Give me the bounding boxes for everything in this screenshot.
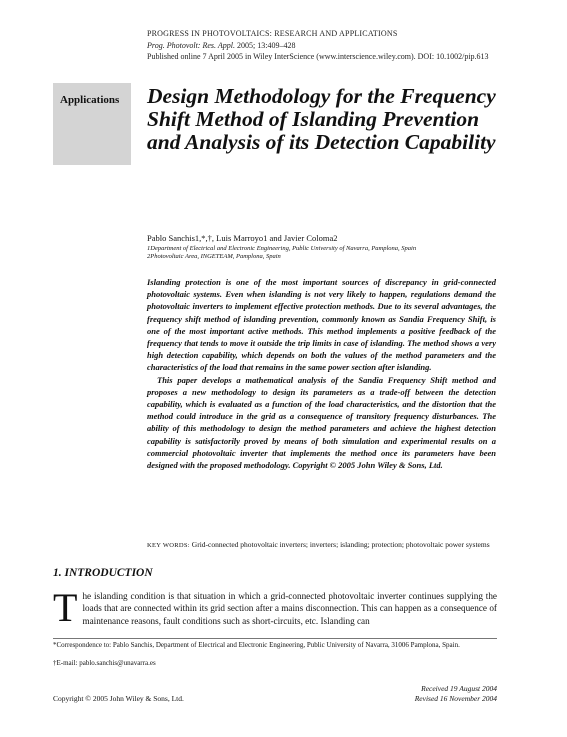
copyright: Copyright © 2005 John Wiley & Sons, Ltd.	[53, 694, 184, 703]
keywords-text: Grid-connected photovoltaic inverters; inverters; islanding; protection; photovoltaic power systems	[191, 540, 490, 549]
keywords-label: KEY WORDS:	[147, 542, 190, 549]
abstract	[147, 276, 496, 471]
email-footnote: †E-mail: pablo.sanchis@unavarra.es	[53, 659, 156, 667]
introduction-heading: 1. INTRODUCTION	[53, 567, 153, 579]
citation-journal: Prog. Photovolt: Res. Appl.	[147, 41, 235, 50]
introduction-text	[53, 585, 497, 630]
drop-cap: T	[53, 585, 78, 630]
revised-date: Revised 16 November 2004	[414, 694, 497, 703]
journal-name: PROGRESS IN PHOTOVOLTAICS: RESEARCH AND APPLICATIONS	[147, 29, 398, 38]
abstract-paragraph-1: Islanding protection is one of the most important sources of discrepancy in grid-connected photovoltaic systems. Even when islanding is not very likely to happen, regulations demand the photovoltaic inverters to implement effective protection methods. Due to its several advantages, the frequency shift method of islanding prevention, commonly known as Sandia Frequency Shift, is one of the most important active methods. This method implements a positive feedback of the frequency that tends to move it outside the trip limits in case of islanding. The method shows a very high detection capability, which depends on both the values of the method parameters and the characteristics of the load that remains in the same power section after islanding.	[147, 277, 496, 373]
received-dates	[415, 684, 497, 704]
keywords	[147, 540, 496, 550]
affiliation-2: 2Photovoltaic Area, INGETEAM, Pamplona, Spain	[147, 253, 281, 260]
section-label: Applications	[60, 94, 120, 106]
received-date: Received 19 August 2004	[421, 684, 497, 693]
citation	[147, 41, 295, 51]
affiliation-1: 1Department of Electrical and Electronic Engineering, Public University of Navarra, Pamplona, Spain	[147, 245, 417, 252]
footnote-divider	[53, 638, 497, 639]
publication-info: Published online 7 April 2005 in Wiley InterScience (www.interscience.wiley.com). DOI: 10.1002/pip.613	[147, 52, 489, 61]
correspondence-footnote: *Correspondence to: Pablo Sanchis, Department of Electrical and Electronic Engineering, Public University of Navarra, 31006 Pamplona, Spain.	[53, 641, 460, 649]
introduction-body: he islanding condition is that situation in which a grid-connected photovoltaic inverter continues supplying the loads that are connected within its grid section after a mains disconnection. This can happen as a consequence of maintenance reasons, fault conditions such as short-circuits, etc. Islanding can	[82, 591, 497, 626]
article-title: Design Methodology for the Frequency Shift Method of Islanding Prevention and Analysis of its Detection Capability	[147, 84, 496, 154]
citation-details: 2005; 13:409–428	[237, 41, 296, 50]
abstract-paragraph-2: This paper develops a mathematical analysis of the Sandia Frequency Shift method and proposes a new methodology to design its parameters as a trade-off between the detection capability, which is evaluated as a function of the load characteristics, and the distortion that the method could introduce in the grid as a consequence of transitory frequency disturbances. The ability of this methodology to design the method parameters and achieve the highest detection capability is satisfactorily proved by means of both simulation and experimental results on a commercial photovoltaic inverter that implements the method once its parameters have been designed with the proposed methodology. Copyright © 2005 John Wiley & Sons, Ltd.	[147, 374, 496, 471]
authors: Pablo Sanchis1,*,†, Luis Marroyo1 and Javier Coloma2	[147, 233, 338, 243]
